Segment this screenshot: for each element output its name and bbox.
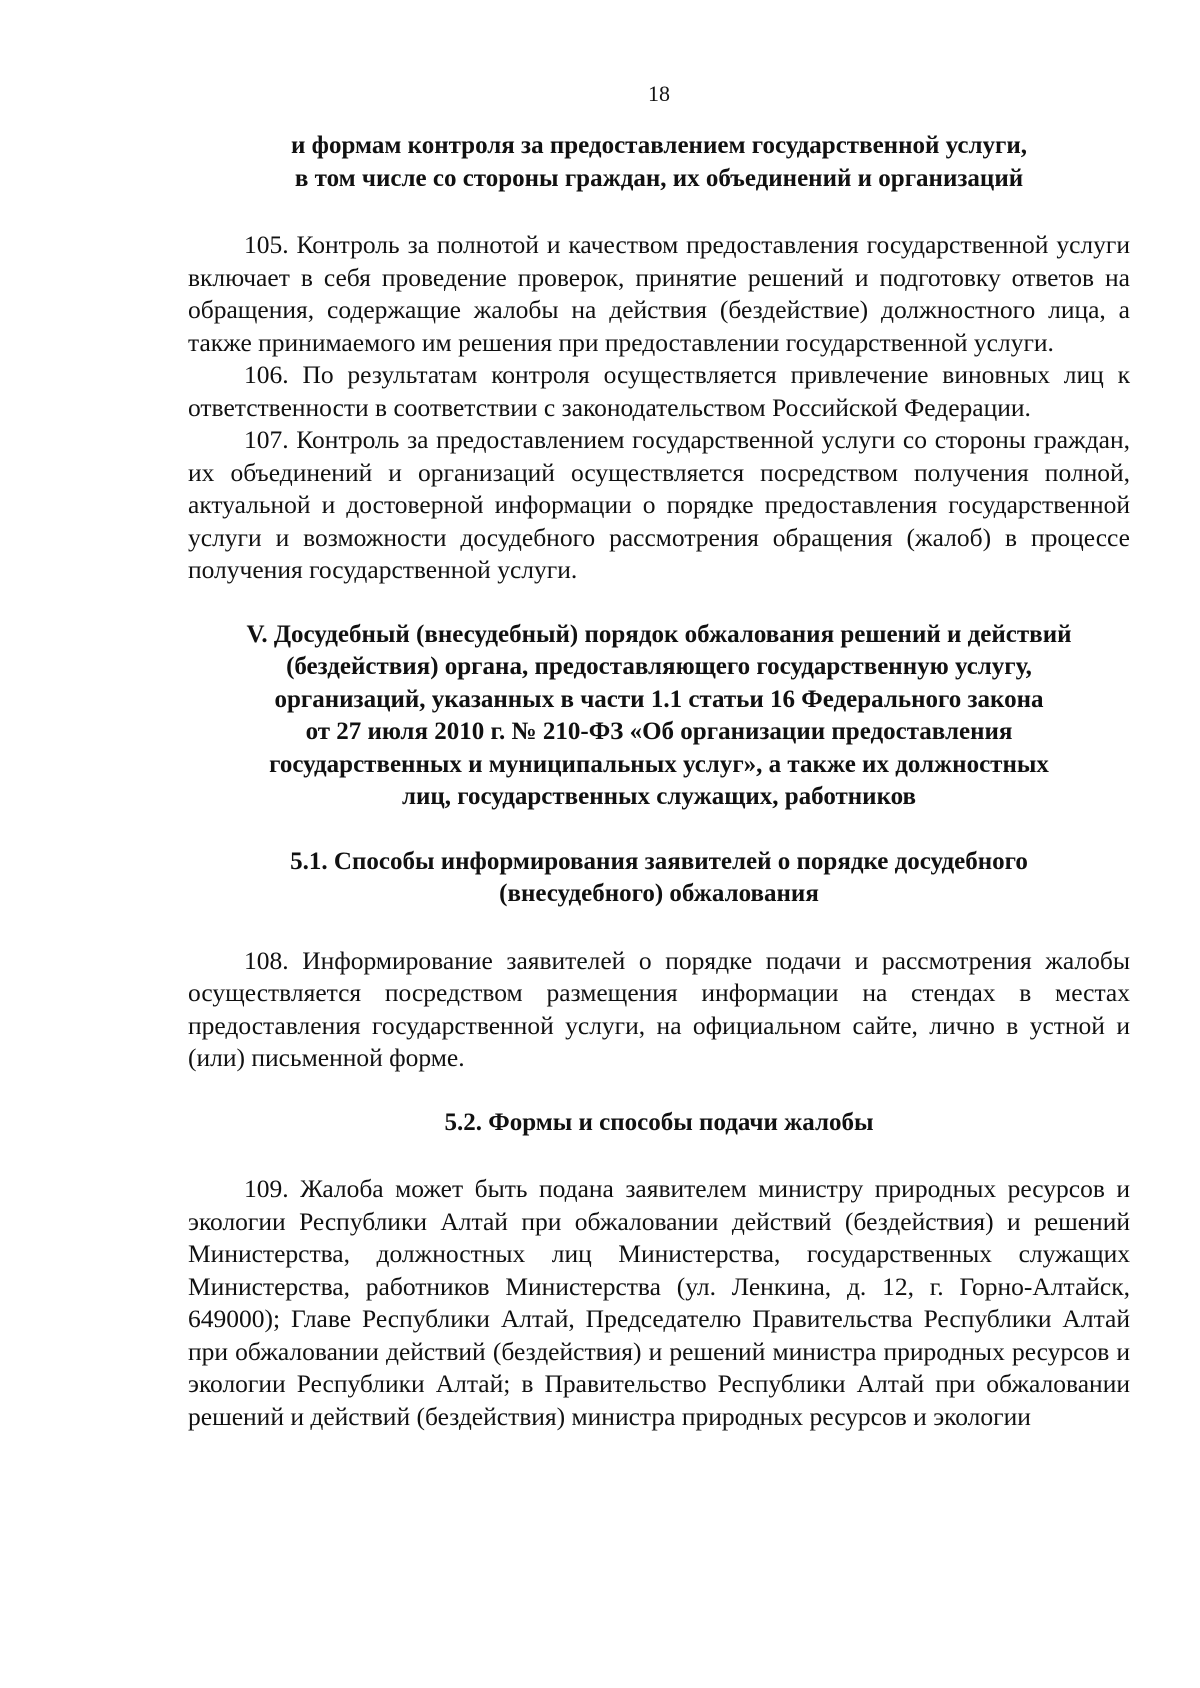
paragraph-105: 105. Контроль за полнотой и качеством предоставления государственной услуги включает в себя проведение проверок, принятие решений и подготовку ответов на обращения, содержащие жалобы на действия (бездействие) должностного лица, а также принимаемого им решения при предоставлении государственной услуги.: [188, 230, 1130, 357]
heading-section-v: [188, 619, 1130, 814]
heading-line: 5.2. Формы и способы подачи жалобы: [444, 1108, 874, 1136]
heading-line: (внесудебного) обжалования: [499, 880, 819, 907]
heading-section-5-1: [188, 846, 1130, 911]
heading-line: от 27 июля 2010 г. № 210-ФЗ «Об организации предоставления: [305, 718, 1013, 745]
heading-line: в том числе со стороны граждан, их объединений и организаций: [294, 164, 1024, 192]
heading-line: и формам контроля за предоставлением государственной услуги,: [291, 132, 1027, 159]
paragraph-107: 107. Контроль за предоставлением государственной услуги со стороны граждан, их объединений и организаций осуществляется посредством получения полной, актуальной и достоверной информации о порядке предоставления государственной услуги и возможности досудебного рассмотрения обращения (жалоб) в процессе получения государственной услуги.: [188, 425, 1130, 584]
heading-line: лиц, государственных служащих, работников: [401, 783, 917, 810]
heading-section-5-2: [188, 1107, 1130, 1140]
paragraph-108: 108. Информирование заявителей о порядке подачи и рассмотрения жалобы осуществляется посредством размещения информации на стендах в местах предоставления государственной услуги, на официальном сайте, лично в устной и (или) письменной форме.: [188, 945, 1130, 1072]
heading-line: 5.1. Способы информирования заявителей о порядке досудебного: [290, 847, 1028, 875]
paragraph-109: 109. Жалоба может быть подана заявителем министру природных ресурсов и экологии Республики Алтай при обжаловании действий (бездействия) и решений Министерства, должностных лиц Министерства, государственных служащих Министерства, работников Министерства (ул. Ленкина, д. 12, г. Горно-Алтайск, 649000); Главе Республики Алтай, Председателю Правительства Республики Алтай при обжаловании действий (бездействия) и решений министра природных ресурсов и экологии Республики Алтай; в Правительство Республики Алтай при обжаловании решений и действий (бездействия) министра природных ресурсов и экологии: [188, 1174, 1130, 1431]
heading-line: государственных и муниципальных услуг», а также их должностных: [269, 750, 1049, 778]
paragraph-106: 106. По результатам контроля осуществляется привлечение виновных лиц к ответственности в соответствии с законодательством Российской Федерации.: [188, 360, 1130, 422]
heading-line: (бездействия) органа, предоставляющего государственную услугу,: [286, 653, 1032, 680]
document-body: [188, 130, 1130, 1433]
heading-line: V. Досудебный (внесудебный) порядок обжалования решений и действий: [246, 620, 1072, 648]
heading-line: организаций, указанных в части 1.1 статьи 16 Федерального закона: [274, 685, 1044, 713]
page-number: 18: [648, 81, 670, 106]
heading-control-forms: [188, 130, 1130, 195]
